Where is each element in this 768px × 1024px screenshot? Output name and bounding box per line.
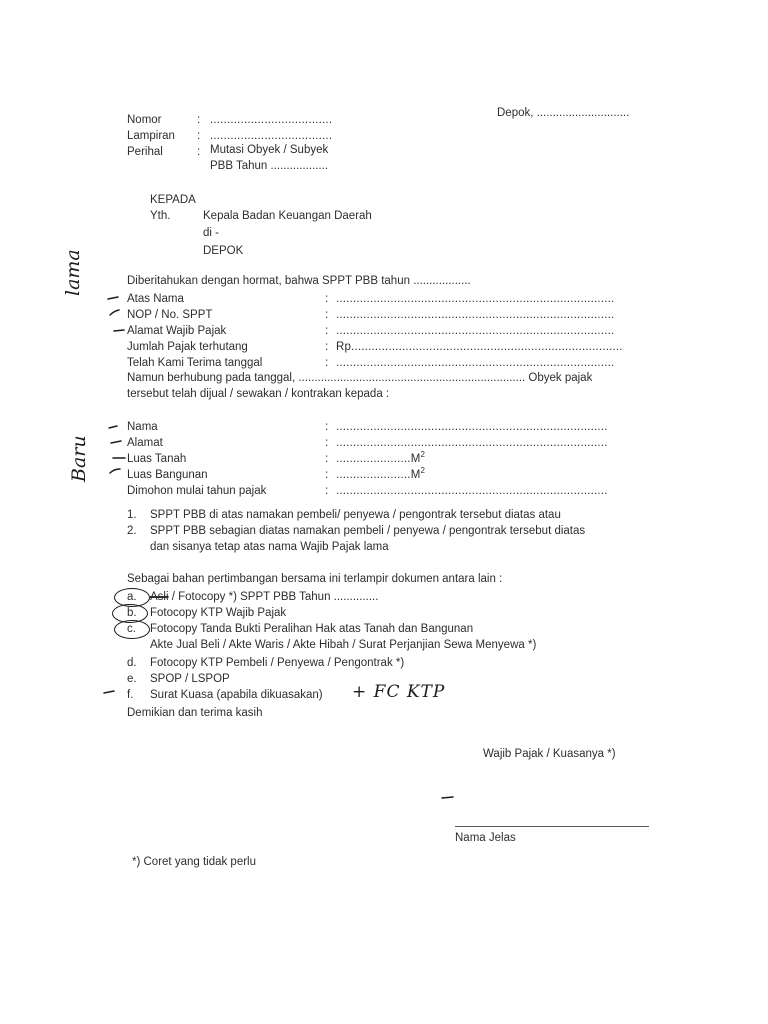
recipient-line-3: DEPOK: [203, 245, 244, 257]
field-value: ..................................................................................: [336, 309, 615, 321]
kepada-label: KEPADA: [150, 194, 196, 206]
unit-superscript: 2: [420, 450, 426, 460]
field-value: ................................................................................: [336, 421, 608, 433]
name-label: Nama Jelas: [455, 832, 516, 844]
attachment-text: Fotocopy KTP Pembeli / Penyewa / Pengontrak *): [150, 657, 405, 669]
field-value: ................................................................................: [336, 485, 608, 497]
option-text: dan sisanya tetap atas nama Wajib Pajak lama: [150, 541, 389, 553]
field-label: Jumlah Pajak terhutang: [127, 341, 248, 353]
tick-mark: [111, 441, 121, 443]
namun-line: Namun berhubung pada tanggal, ....................................................................... Obyek pajak: [127, 372, 593, 384]
signature-line: [455, 826, 649, 827]
field-label: NOP / No. SPPT: [127, 309, 213, 321]
option-number: 1.: [127, 509, 137, 521]
attachments-intro: Sebagai bahan pertimbangan bersama ini terlampir dokumen antara lain :: [127, 573, 503, 585]
option-number: 2.: [127, 525, 137, 537]
signature-label: Wajib Pajak / Kuasanya *): [483, 748, 616, 760]
yth-label: Yth.: [150, 210, 171, 222]
tersebut-line: tersebut telah dijual / sewakan / kontrakan kepada :: [127, 388, 390, 400]
field-label: Atas Nama: [127, 293, 184, 305]
perihal-colon: :: [197, 146, 201, 158]
attachment-text-rest: / Fotocopy *) SPPT PBB Tahun ..............: [171, 591, 379, 603]
handwritten-baru: Baru: [68, 435, 90, 482]
closing-text: Demikian dan terima kasih: [127, 707, 263, 719]
recipient-line-1: Kepala Badan Keuangan Daerah: [203, 210, 372, 222]
handwritten-lama: lama: [62, 249, 84, 296]
attachment-text: Fotocopy KTP Wajib Pajak: [150, 607, 287, 619]
footnote: *) Coret yang tidak perlu: [132, 856, 257, 868]
nomor-value: ....................................: [210, 114, 333, 126]
field-value: ..................................................................................: [336, 325, 615, 337]
field-colon: :: [325, 309, 329, 321]
attachment-letter: d.: [127, 657, 137, 669]
field-colon: :: [325, 357, 329, 369]
field-colon: :: [325, 325, 329, 337]
field-value: ..................................................................................: [336, 293, 615, 305]
field-label: Luas Tanah: [127, 453, 187, 465]
field-colon: :: [325, 341, 329, 353]
field-value-text: ......................M: [336, 469, 421, 481]
attachment-letter: f.: [127, 689, 134, 701]
tick-mark: [110, 310, 119, 315]
field-value: [336, 452, 425, 466]
field-value: ..................................................................................: [336, 357, 615, 369]
attachment-letter: e.: [127, 673, 137, 685]
attachment-letter: b.: [127, 607, 137, 619]
field-label: Alamat Wajib Pajak: [127, 325, 227, 337]
tick-mark: [114, 330, 124, 331]
tick-mark: [109, 426, 117, 428]
handwritten-fc-ktp: + FC KTP: [352, 682, 446, 702]
field-value: [336, 468, 425, 482]
tick-mark: [104, 691, 114, 693]
attachment-letter: a.: [127, 591, 137, 603]
field-colon: :: [325, 485, 329, 497]
option-text: SPPT PBB sebagian diatas namakan pembeli / penyewa / pengontrak tersebut diatas: [150, 525, 586, 537]
field-value: ................................................................................: [336, 437, 608, 449]
attachment-text: [150, 590, 378, 604]
struck-word: Asli: [150, 591, 169, 603]
place-date: Depok, .............................: [497, 107, 630, 119]
option-text: SPPT PBB di atas namakan pembeli/ penyewa / pengontrak tersebut diatas atau: [150, 509, 561, 521]
perihal-line-1: Mutasi Obyek / Subyek: [210, 144, 329, 156]
field-value: Rp................................................................................: [336, 341, 623, 353]
field-label: Luas Bangunan: [127, 469, 208, 481]
field-colon: :: [325, 469, 329, 481]
field-label: Alamat: [127, 437, 163, 449]
field-colon: :: [325, 421, 329, 433]
field-label: Nama: [127, 421, 158, 433]
lampiran-colon: :: [197, 130, 201, 142]
attachment-text: Surat Kuasa (apabila dikuasakan): [150, 689, 323, 701]
field-colon: :: [325, 453, 329, 465]
nomor-colon: :: [197, 114, 201, 126]
field-colon: :: [325, 437, 329, 449]
field-label: Telah Kami Terima tanggal: [127, 357, 263, 369]
circle-mark-c: [114, 620, 150, 639]
nomor-label: Nomor: [127, 114, 162, 126]
lampiran-label: Lampiran: [127, 130, 175, 142]
perihal-label: Perihal: [127, 146, 163, 158]
lampiran-value: ....................................: [210, 130, 333, 142]
attachment-letter: c.: [127, 623, 136, 635]
attachment-text: Akte Jual Beli / Akte Waris / Akte Hibah / Surat Perjanjian Sewa Menyewa *): [150, 639, 537, 651]
field-label: Dimohon mulai tahun pajak: [127, 485, 267, 497]
intro-text: Diberitahukan dengan hormat, bahwa SPPT PBB tahun ..................: [127, 275, 471, 287]
tick-mark: [110, 469, 120, 473]
recipient-line-2: di -: [203, 227, 219, 239]
signature-scribble: [442, 797, 453, 798]
perihal-line-2: PBB Tahun ..................: [210, 160, 329, 172]
field-value-text: ......................M: [336, 453, 421, 465]
attachment-text: Fotocopy Tanda Bukti Peralihan Hak atas Tanah dan Bangunan: [150, 623, 474, 635]
tick-mark: [108, 297, 118, 299]
field-colon: :: [325, 293, 329, 305]
attachment-text: SPOP / LSPOP: [150, 673, 230, 685]
unit-superscript: 2: [420, 466, 426, 476]
